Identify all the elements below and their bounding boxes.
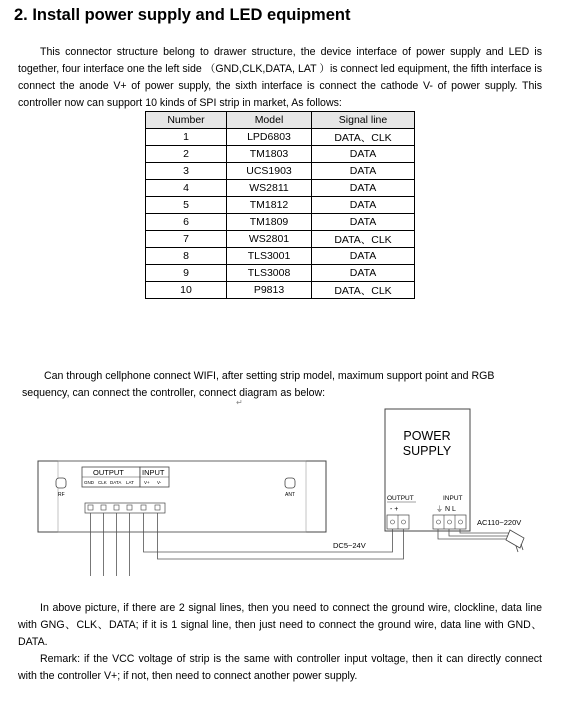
table-row (146, 180, 415, 197)
row-number: 6 (146, 214, 227, 231)
row-signal: DATA (312, 180, 415, 197)
section-heading: 2. Install power supply and LED equipment (14, 6, 351, 24)
table-row (146, 146, 415, 163)
table-row (146, 129, 415, 146)
psu-input-label: INPUT (443, 495, 463, 502)
pin-label-gnd: GND (84, 480, 94, 485)
power-supply-title-2: SUPPLY (402, 444, 452, 458)
row-number: 5 (146, 197, 227, 214)
pin-label-vplus: V+ (144, 480, 150, 485)
row-number: 8 (146, 248, 227, 265)
row-number: 7 (146, 231, 227, 248)
header-number: Number (146, 112, 227, 129)
ant-label: ANT (285, 492, 295, 498)
psu-input-terminals (433, 515, 466, 529)
psu-input-pins: ⏚ N L (436, 506, 456, 513)
row-number: 10 (146, 282, 227, 299)
row-signal: DATA (312, 146, 415, 163)
row-signal: DATA、CLK (312, 231, 415, 248)
row-number: 3 (146, 163, 227, 180)
header-signal-line: Signal line (312, 112, 415, 129)
power-supply-title-1: POWER (403, 429, 451, 443)
strip-model-table (145, 111, 415, 299)
row-model: WS2801 (227, 231, 312, 248)
screw-terminal (101, 505, 106, 510)
table-row (146, 282, 415, 299)
row-signal: DATA、CLK (312, 282, 415, 299)
psu-output-polarity: - + (390, 506, 399, 513)
table-row (146, 214, 415, 231)
dc-voltage-label: DC5~24V (333, 541, 366, 550)
explanation-paragraph: In above picture, if there are 2 signal lines, then you need to connect the ground wire, clockline, data line with GNG、CLK、DATA; if it is 1 signal line, then just need to connect the ground wire, data line with GND、DATA. (18, 602, 542, 648)
pin-label-vminus: V- (157, 480, 162, 485)
pin-label-data: DATA (110, 480, 122, 485)
row-model: WS2811 (227, 180, 312, 197)
row-model: TLS3001 (227, 248, 312, 265)
wifi-paragraph: Can through cellphone connect WIFI, after setting strip model, maximum support point and RGB sequency, can connect the controller, connect diagram as below: (22, 370, 495, 399)
header-model: Model (227, 112, 312, 129)
rf-button-icon (56, 478, 66, 488)
screw-terminal (88, 505, 93, 510)
row-signal: DATA (312, 248, 415, 265)
table-row (146, 248, 415, 265)
screw-terminal-row (85, 503, 165, 513)
connection-diagram (0, 400, 561, 590)
row-signal: DATA (312, 265, 415, 282)
ant-connector-icon (285, 478, 295, 488)
row-model: P9813 (227, 282, 312, 299)
table-header-row (146, 112, 415, 129)
row-number: 1 (146, 129, 227, 146)
row-model: TM1803 (227, 146, 312, 163)
table-row (146, 231, 415, 248)
screw-terminal (114, 505, 119, 510)
row-signal: DATA (312, 163, 415, 180)
controller-box (38, 461, 326, 532)
table-row (146, 197, 415, 214)
paragraph-mark: ↵ (236, 398, 243, 407)
table-row (146, 163, 415, 180)
screw-terminal (141, 505, 146, 510)
table-row (146, 265, 415, 282)
pin-label-lat: LAT (126, 480, 134, 485)
row-model: UCS1903 (227, 163, 312, 180)
row-signal: DATA (312, 197, 415, 214)
row-number: 9 (146, 265, 227, 282)
psu-output-label: OUTPUT (387, 495, 414, 502)
rf-label: RF (58, 492, 65, 498)
ac-plug-pin (521, 544, 523, 550)
row-model: TM1809 (227, 214, 312, 231)
row-signal: DATA (312, 214, 415, 231)
controller-input-label: INPUT (142, 468, 165, 477)
intro-paragraph: This connector structure belong to drawer structure, the device interface of power supply and LED is together, four interface one the left side （GND,CLK,DATA, LAT ）is connect led equipment, the fifth interface is connect the anode V+ of power supply, the sixth interface is connect the cathode V- of power supply. This controller now can support 10 kinds of SPI strip in market, As follows: (18, 46, 542, 109)
row-number: 2 (146, 146, 227, 163)
controller-output-label: OUTPUT (93, 468, 124, 477)
row-model: TM1812 (227, 197, 312, 214)
row-number: 4 (146, 180, 227, 197)
row-model: TLS3008 (227, 265, 312, 282)
pin-label-clk: CLK (98, 480, 107, 485)
remark-paragraph: Remark: if the VCC voltage of strip is the same with controller input voltage, then it can directly connect with the controller V+; if not, then need to connect another power supply. (18, 653, 542, 682)
ac-voltage-label: AC110~220V (477, 518, 522, 527)
screw-terminal (127, 505, 132, 510)
row-model: LPD6803 (227, 129, 312, 146)
screw-terminal (155, 505, 160, 510)
row-signal: DATA、CLK (312, 129, 415, 146)
